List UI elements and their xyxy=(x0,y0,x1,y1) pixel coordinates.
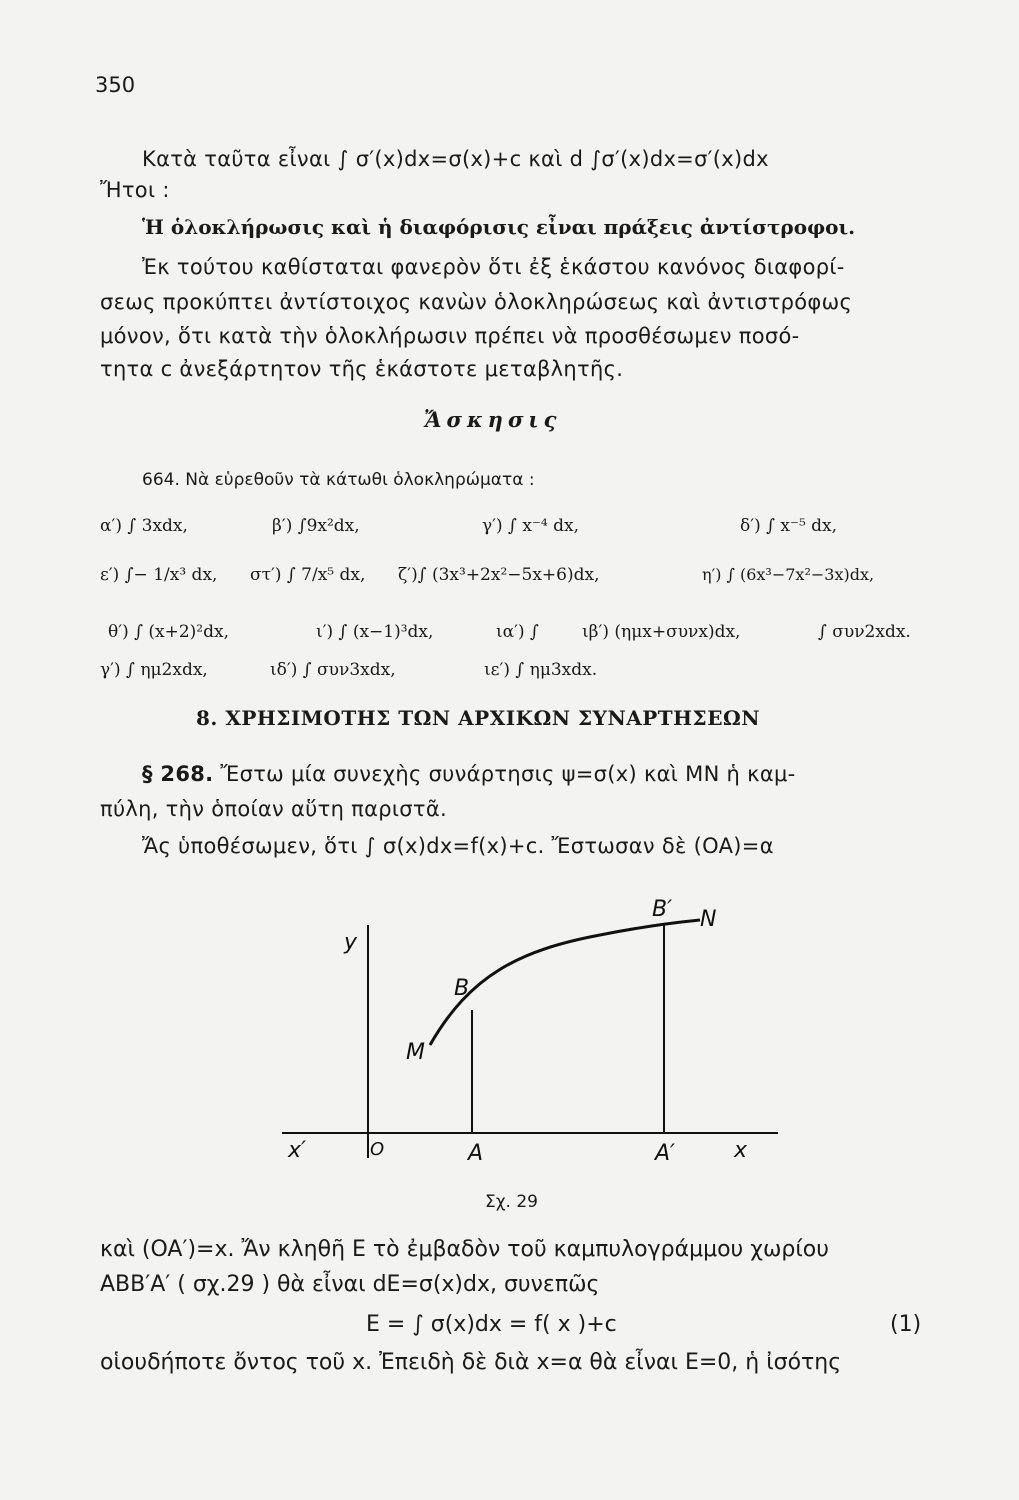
exercise-ib: ιβ′) (ημx+συνx)dx, xyxy=(582,622,741,642)
paragraph-line-1: Ἐκ τούτου καθίσταται φανερὸν ὅτι ἐξ ἑκάστου κανόνος διαφορί- xyxy=(142,255,845,279)
bottom-line-1: καὶ (OA′)=x. Ἄν κληθῆ E τὸ ἐμβαδὸν τοῦ καμπυλογράμμου χωρίου xyxy=(100,1237,829,1262)
exercise-b: β′) ∫9x²dx, xyxy=(272,516,360,536)
exercise-i: ι′) ∫ (x−1)³dx, xyxy=(316,622,434,642)
exercise-ia: ια′) ∫ xyxy=(496,622,539,642)
exercise-h: η′) ∫ (6x³−7x²−3x)dx, xyxy=(702,565,875,584)
paragraph-line-3: μόνον, ὅτι κατὰ τὴν ὁλοκλήρωσιν πρέπει νὰ προσθέσωμεν ποσό- xyxy=(100,324,800,348)
text-line-etoi: Ἤτοι : xyxy=(100,178,170,202)
exercises-heading: Ἄσκησις xyxy=(424,407,562,432)
figure-caption: Σχ. 29 xyxy=(485,1192,539,1212)
label-b-prime: B′ xyxy=(652,897,673,922)
exercise-id: ιδ′) ∫ συν3xdx, xyxy=(270,660,396,680)
exercise-ie: ιε′) ∫ ημ3xdx. xyxy=(484,660,598,680)
bottom-line-2: ABB′A′ ( σχ.29 ) θὰ εἶναι dE=σ(x)dx, συνεπῶς xyxy=(100,1272,600,1297)
exercise-g2: γ′) ∫ ημ2xdx, xyxy=(100,660,208,680)
exercise-c: γ′) ∫ x⁻⁴ dx, xyxy=(482,516,579,536)
exercise-z: ζ′)∫ (3x³+2x²−5x+6)dx, xyxy=(398,565,600,585)
label-b: B xyxy=(454,976,470,1001)
exercise-st: στ′) ∫ 7/x⁵ dx, xyxy=(250,565,366,585)
curve-MN xyxy=(430,920,700,1045)
label-o: O xyxy=(370,1139,385,1160)
label-a-prime: A′ xyxy=(655,1141,676,1166)
section-line-1: Ἔστω μία συνεχὴς συνάρτησις ψ=σ(x) καὶ MN ἡ καμ- xyxy=(220,762,796,786)
paragraph-label: § 268. xyxy=(142,762,214,786)
equation-number: (1) xyxy=(890,1312,922,1337)
exercise-ib-second: ∫ συν2xdx. xyxy=(818,622,911,642)
exercise-a: α′) ∫ 3xdx, xyxy=(100,516,188,536)
paragraph-line-4: τητα c ἀνεξάρτητον τῆς ἑκάστοτε μεταβλητῆς. xyxy=(100,357,624,381)
section-line-2: πύλη, τὴν ὁποίαν αὕτη παριστᾶ. xyxy=(100,797,447,821)
equation-1: E = ∫ σ(x)dx = f( x )+c xyxy=(366,1312,617,1337)
label-n: N xyxy=(700,907,717,932)
section-line-3: Ἄς ὑποθέσωμεν, ὅτι ∫ σ(x)dx=f(x)+c. Ἔστωσαν δὲ (OA)=α xyxy=(142,834,774,858)
label-m: M xyxy=(406,1040,425,1065)
thesis-statement: Ἡ ὁλοκλήρωσις καὶ ἡ διαφόρισις εἶναι πράξεις ἀντίστροφοι. xyxy=(142,215,856,239)
paragraph-line-2: σεως προκύπτει ἀντίστοιχος κανὼν ὁλοκληρώσεως καὶ ἀντιστρόφως xyxy=(100,290,853,314)
label-a: A xyxy=(468,1141,484,1166)
exercise-e: ε′) ∫− 1/x³ dx, xyxy=(100,565,218,585)
text-line-integral-identity: Κατὰ ταῦτα εἶναι ∫ σ′(x)dx=σ(x)+c καὶ d ∫σ′(x)dx=σ′(x)dx xyxy=(142,147,769,171)
label-x-prime: x′ xyxy=(288,1138,307,1163)
exercise-d: δ′) ∫ x⁻⁵ dx, xyxy=(740,516,838,536)
exercise-intro: 664. Νὰ εὑρεθοῦν τὰ κάτωθι ὁλοκληρώματα : xyxy=(142,470,535,490)
exercise-th: θ′) ∫ (x+2)²dx, xyxy=(108,622,229,642)
label-y: y xyxy=(344,930,358,955)
section-title: 8. ΧΡΗΣΙΜΟΤΗΣ ΤΩΝ ΑΡΧΙΚΩΝ ΣΥΝΑΡΤΗΣΕΩΝ xyxy=(196,706,761,730)
bottom-line-3: οἱουδήποτε ὄντος τοῦ x. Ἐπειδὴ δὲ διὰ x=α θὰ εἶναι E=0, ἡ ἰσότης xyxy=(100,1350,842,1375)
page-number: 350 xyxy=(95,73,136,97)
label-x: x xyxy=(734,1138,748,1163)
